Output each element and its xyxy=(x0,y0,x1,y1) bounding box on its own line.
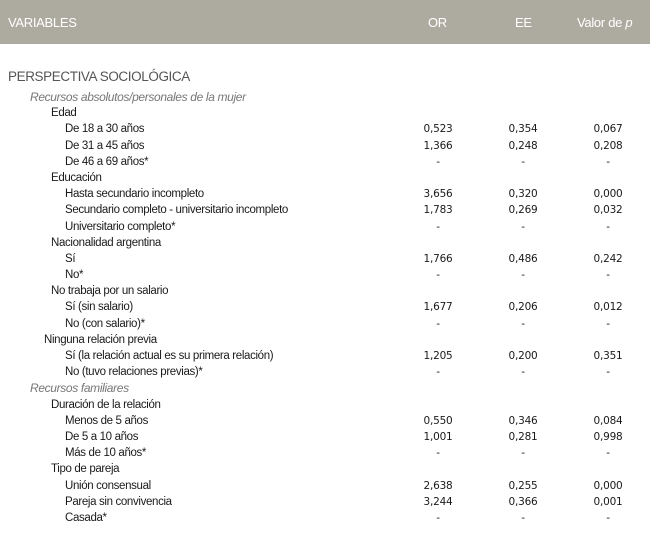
category-row xyxy=(0,397,650,413)
category-row xyxy=(0,235,650,251)
p-value: - xyxy=(606,511,610,524)
table-row xyxy=(0,445,650,461)
p-value: 0,208 xyxy=(593,139,623,152)
ee-value: 0,200 xyxy=(508,350,538,362)
ee-value: 0,281 xyxy=(508,430,538,443)
ee-value: 0,366 xyxy=(508,495,538,508)
row-label: Duración de la relación xyxy=(51,398,161,411)
table-row xyxy=(0,413,650,429)
p-value-symbol: p xyxy=(625,15,633,30)
table-row xyxy=(0,154,650,170)
or-value: 1,366 xyxy=(423,139,453,152)
p-value: - xyxy=(606,155,610,168)
category-row xyxy=(0,283,650,299)
table-row xyxy=(0,510,650,526)
row-label: Recursos familiares xyxy=(30,381,129,396)
row-label: Sí xyxy=(65,252,76,265)
ee-value: - xyxy=(521,220,525,233)
table-body xyxy=(0,89,650,526)
or-value: 1,677 xyxy=(423,301,453,314)
p-value: 0,001 xyxy=(593,495,623,508)
ee-value: - xyxy=(521,511,525,524)
table-row xyxy=(0,494,650,510)
ee-value: 0,486 xyxy=(508,252,538,265)
or-value: 0,523 xyxy=(423,123,453,136)
category-row xyxy=(0,170,650,186)
row-label: Recursos absolutos/personales de la mujer xyxy=(30,90,246,104)
or-value: 1,001 xyxy=(423,430,453,443)
p-value: 0,084 xyxy=(593,414,623,427)
row-label: Unión consensual xyxy=(65,479,151,492)
p-value: - xyxy=(606,447,610,460)
row-label: No trabaja por un salario xyxy=(51,285,169,298)
ee-value: - xyxy=(521,447,525,460)
subsection-row xyxy=(0,380,650,396)
ee-value: 0,354 xyxy=(508,123,538,136)
p-value: 0,998 xyxy=(593,430,623,443)
p-value: - xyxy=(606,269,610,282)
or-value: 0,550 xyxy=(423,414,453,427)
table-row xyxy=(0,138,650,154)
table-row xyxy=(0,364,650,380)
or-value: 2,638 xyxy=(423,479,453,492)
row-label: De 5 a 10 años xyxy=(65,430,139,443)
table-row xyxy=(0,186,650,202)
table-row xyxy=(0,202,650,218)
or-value: - xyxy=(436,220,440,233)
row-label: Ninguna relación previa xyxy=(44,333,157,346)
category-row xyxy=(0,105,650,121)
row-label: No (tuvo relaciones previas)* xyxy=(65,366,203,379)
table-row xyxy=(0,348,650,364)
column-header-or: OR xyxy=(428,15,447,30)
row-label: Nacionalidad argentina xyxy=(51,236,161,249)
category-row xyxy=(0,332,650,348)
ee-value: 0,206 xyxy=(508,301,538,314)
p-value: 0,000 xyxy=(593,188,623,201)
row-label: Secundario completo - universitario incompleto xyxy=(65,204,288,217)
row-label: Hasta secundario incompleto xyxy=(65,188,204,201)
table-header xyxy=(0,0,650,44)
row-label: Tipo de pareja xyxy=(51,463,120,476)
ee-value: - xyxy=(521,155,525,168)
ee-value: - xyxy=(521,366,525,379)
or-value: 1,205 xyxy=(423,350,453,362)
ee-value: 0,346 xyxy=(508,414,538,427)
ee-value: 0,269 xyxy=(508,204,538,217)
or-value: - xyxy=(436,511,440,524)
or-value: 1,783 xyxy=(423,204,453,217)
p-value: 0,032 xyxy=(593,204,623,217)
subsection-row xyxy=(0,89,650,105)
p-value: - xyxy=(606,317,610,330)
p-value: 0,351 xyxy=(593,350,623,362)
row-label: Universitario completo* xyxy=(65,220,176,233)
p-value: 0,000 xyxy=(593,479,623,492)
ee-value: 0,320 xyxy=(508,188,538,201)
row-label: Sí (la relación actual es su primera relación) xyxy=(65,350,274,362)
row-label: De 46 a 69 años* xyxy=(65,155,149,168)
table-row xyxy=(0,219,650,235)
p-value: - xyxy=(606,366,610,379)
ee-value: 0,248 xyxy=(508,139,538,152)
row-label: Sí (sin salario) xyxy=(65,301,133,314)
row-label: Educación xyxy=(51,171,102,184)
or-value: 3,656 xyxy=(423,188,453,201)
or-value: 1,766 xyxy=(423,252,453,265)
table-row xyxy=(0,121,650,137)
row-label: Más de 10 años* xyxy=(65,447,147,460)
row-label: De 31 a 45 años xyxy=(65,139,145,152)
section-title: PERSPECTIVA SOCIOLÓGICA xyxy=(8,69,190,84)
table-row xyxy=(0,299,650,315)
or-value: - xyxy=(436,317,440,330)
column-header-p-value xyxy=(577,15,632,30)
or-value: - xyxy=(436,447,440,460)
ee-value: 0,255 xyxy=(508,479,538,492)
row-label: Edad xyxy=(51,107,77,120)
or-value: 3,244 xyxy=(423,495,453,508)
row-label: Menos de 5 años xyxy=(65,414,148,427)
row-label: Pareja sin convivencia xyxy=(65,495,172,508)
p-value: 0,242 xyxy=(593,252,623,265)
row-label: De 18 a 30 años xyxy=(65,123,145,136)
p-value-prefix: Valor de xyxy=(577,15,626,30)
column-header-variables: VARIABLES xyxy=(8,15,77,30)
p-value: 0,067 xyxy=(593,123,623,136)
column-header-ee: EE xyxy=(515,15,532,30)
row-label: No (con salario)* xyxy=(65,317,145,330)
table-row xyxy=(0,267,650,283)
row-label: No* xyxy=(65,269,84,282)
table-row xyxy=(0,251,650,267)
row-label: Casada* xyxy=(65,511,107,524)
ee-value: - xyxy=(521,269,525,282)
or-value: - xyxy=(436,269,440,282)
or-value: - xyxy=(436,155,440,168)
table-row xyxy=(0,316,650,332)
or-value: - xyxy=(436,366,440,379)
p-value: - xyxy=(606,220,610,233)
category-row xyxy=(0,461,650,477)
table-row xyxy=(0,429,650,445)
p-value: 0,012 xyxy=(593,301,623,314)
ee-value: - xyxy=(521,317,525,330)
table-row xyxy=(0,478,650,494)
